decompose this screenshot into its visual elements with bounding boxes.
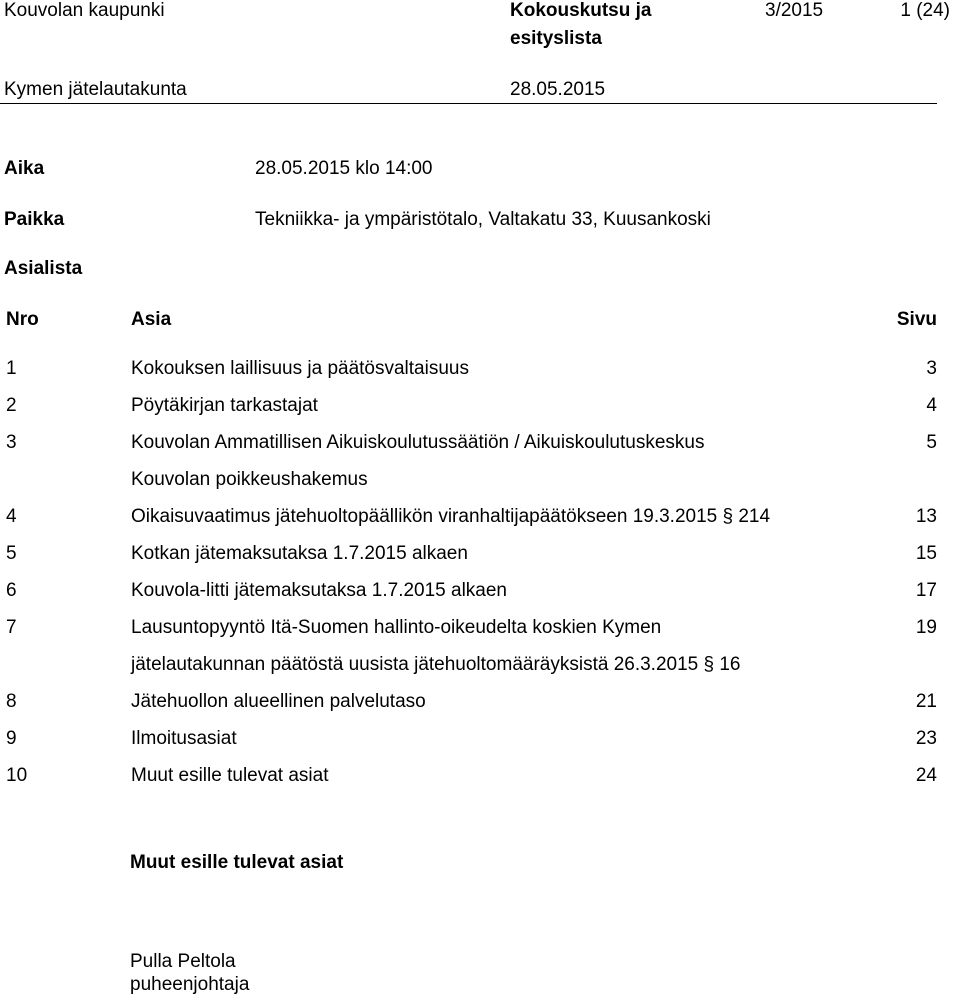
row-page: 19 [915,617,937,638]
row-page: 17 [915,580,937,601]
row-title: Kokouksen laillisuus ja päätösvaltaisuus [131,358,469,379]
time-label: Aika [4,158,45,179]
row-page: 3 [926,358,937,379]
row-number: 5 [6,543,17,564]
agenda-row [0,580,960,604]
row-title-continuation: Kouvolan poikkeushakemus [131,469,368,490]
agenda-row [0,395,960,419]
row-title: Ilmoitusasiat [131,728,237,749]
column-header-sivu: Sivu [896,309,937,330]
row-title: Kouvola-litti jätemaksutaksa 1.7.2015 alkaen [131,580,508,601]
row-title: Lausuntopyyntö Itä-Suomen hallinto-oikeudelta koskien Kymen [131,617,662,638]
agenda-row [0,358,960,382]
row-page: 5 [926,432,937,453]
signer-title: puheenjohtaja [130,974,250,995]
row-page: 21 [915,691,937,712]
row-number: 1 [6,358,17,379]
row-page: 4 [926,395,937,416]
row-page: 13 [915,506,937,527]
row-title: Jätehuollon alueellinen palvelutaso [131,691,426,712]
row-number: 8 [6,691,17,712]
agenda-row [0,543,960,567]
organization-name: Kouvolan kaupunki [4,0,165,21]
header-divider [0,103,937,104]
place-value: Tekniikka- ja ympäristötalo, Valtakatu 33, Kuusankoski [255,209,711,230]
time-value: 28.05.2015 klo 14:00 [255,158,433,179]
row-page: 24 [915,765,937,786]
meeting-number: 3/2015 [765,0,824,21]
agenda-label: Asialista [4,258,83,279]
agenda-row [0,617,960,677]
row-page: 15 [915,543,937,564]
column-header-asia: Asia [131,309,172,330]
signer-name: Pulla Peltola [130,951,236,972]
committee-name: Kymen jätelautakunta [4,79,187,100]
column-header-nro: Nro [6,309,39,330]
closing-section-title: Muut esille tulevat asiat [130,852,344,873]
row-title: Oikaisuvaatimus jätehuoltopäällikön viranhaltijapäätökseen 19.3.2015 § 214 [131,506,771,527]
row-number: 2 [6,395,17,416]
row-number: 9 [6,728,17,749]
row-title: Muut esille tulevat asiat [131,765,329,786]
row-number: 3 [6,432,17,453]
agenda-row [0,506,960,530]
agenda-row [0,691,960,715]
row-title: Kotkan jätemaksutaksa 1.7.2015 alkaen [131,543,468,564]
header-date: 28.05.2015 [510,79,606,100]
agenda-row [0,432,960,492]
page-indicator: 1 (24) [900,0,950,21]
row-number: 10 [6,765,28,786]
document-type-line1: Kokouskutsu ja [510,0,652,21]
agenda-row [0,765,960,789]
row-number: 7 [6,617,17,638]
row-title: Kouvolan Ammatillisen Aikuiskoulutussäätiön / Aikuiskoulutuskeskus [131,432,705,453]
agenda-row [0,728,960,752]
row-page: 23 [915,728,937,749]
row-number: 6 [6,580,17,601]
document-type-line2: esityslista [510,28,602,49]
row-number: 4 [6,506,17,527]
row-title: Pöytäkirjan tarkastajat [131,395,318,416]
place-label: Paikka [4,209,65,230]
row-title-continuation: jätelautakunnan päätöstä uusista jätehuoltomääräyksistä 26.3.2015 § 16 [131,654,741,675]
